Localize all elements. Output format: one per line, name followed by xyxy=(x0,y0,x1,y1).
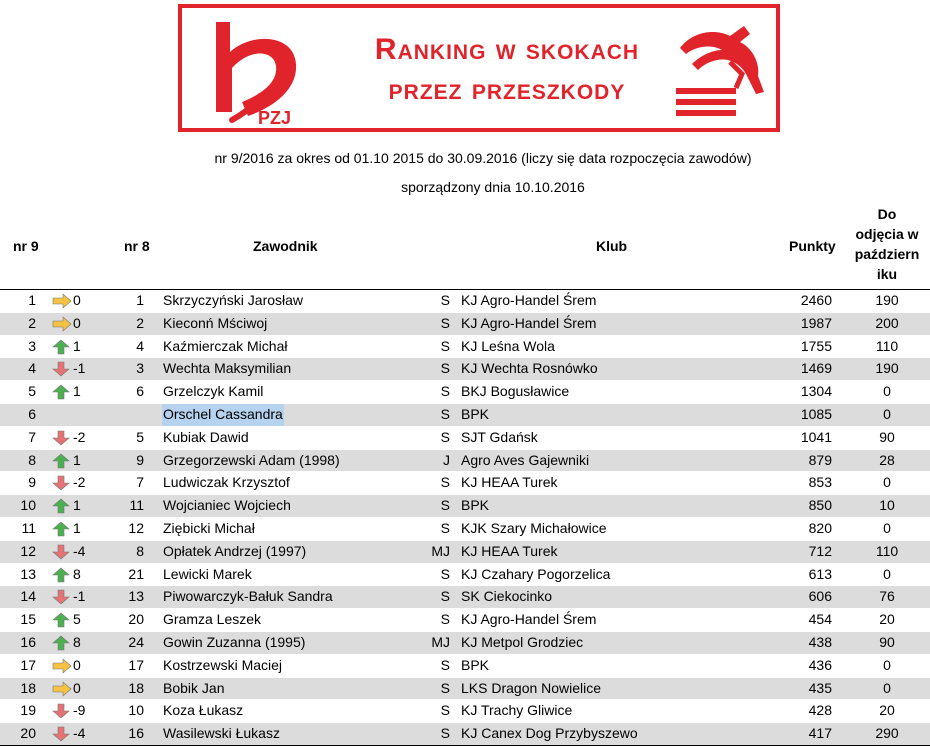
rank-change: -2 xyxy=(73,428,86,445)
arrow-right-icon xyxy=(52,293,70,309)
rider-name: Kaźmierczak Michał xyxy=(163,337,288,354)
table-row xyxy=(0,381,930,404)
rider-category: S xyxy=(440,497,450,514)
arrow-right-icon xyxy=(52,658,70,674)
rank-current: 13 xyxy=(20,565,36,582)
rank-current: 5 xyxy=(28,383,36,400)
rank-previous: 8 xyxy=(136,542,144,559)
club-name: Agro Aves Gajewniki xyxy=(461,451,590,468)
table-row xyxy=(0,541,930,564)
points-value: 879 xyxy=(808,451,832,468)
club-name: KJ Metpol Grodziec xyxy=(461,633,584,650)
points-value: 712 xyxy=(808,542,832,559)
points-value: 1987 xyxy=(800,314,832,331)
pzj-logo-text: PZJ xyxy=(258,108,292,128)
rank-change: -4 xyxy=(73,542,86,559)
rider-name: Orschel Cassandra xyxy=(162,404,284,426)
rider-category: S xyxy=(440,702,450,719)
banner-title xyxy=(322,30,692,110)
club-name: KJ Agro-Handel Śrem xyxy=(461,292,597,308)
club-name: KJ Leśna Wola xyxy=(461,337,555,354)
deduction-value: 20 xyxy=(879,611,895,628)
rank-change: 0 xyxy=(73,292,81,308)
arrow-up-icon xyxy=(52,498,70,514)
points-value: 1085 xyxy=(800,405,832,422)
rider-category: S xyxy=(440,337,450,354)
points-value: 2460 xyxy=(800,292,832,308)
rider-category: S xyxy=(440,656,450,673)
table-row xyxy=(0,678,930,701)
rider-name: Wasilewski Łukasz xyxy=(163,725,280,742)
points-value: 436 xyxy=(808,656,832,673)
arrow-down-icon xyxy=(52,475,70,491)
header-deduction-line: odjęcia w xyxy=(855,226,919,242)
header-deduction-line: Do xyxy=(877,206,897,222)
ranking-table xyxy=(0,289,930,746)
club-name: KJ Agro-Handel Śrem xyxy=(461,611,597,628)
deduction-value: 110 xyxy=(875,542,899,559)
rank-previous: 24 xyxy=(128,633,144,650)
table-row xyxy=(0,632,930,655)
table-row xyxy=(0,427,930,450)
rank-current: 4 xyxy=(28,360,36,377)
table-row xyxy=(0,700,930,723)
rank-change: -4 xyxy=(73,725,86,742)
rider-category: S xyxy=(440,725,450,742)
table-row xyxy=(0,518,930,541)
deduction-value: 0 xyxy=(883,383,891,400)
rank-change: 1 xyxy=(73,337,81,354)
club-name: KJ HEAA Turek xyxy=(461,474,558,491)
rank-previous: 4 xyxy=(136,337,144,354)
rank-current: 8 xyxy=(28,451,36,468)
table-row xyxy=(0,336,930,359)
rank-previous: 3 xyxy=(136,360,144,377)
rank-previous: 20 xyxy=(128,611,144,628)
header-club: Klub xyxy=(596,238,628,254)
rider-category: S xyxy=(440,292,450,308)
ranking-date: sporządzony dnia 10.10.2016 xyxy=(401,179,585,195)
points-value: 1304 xyxy=(800,383,832,400)
points-value: 1469 xyxy=(800,360,832,377)
deduction-value: 290 xyxy=(875,725,899,742)
rank-change: -1 xyxy=(73,360,86,377)
deduction-value: 0 xyxy=(883,565,891,582)
rank-previous: 21 xyxy=(128,565,144,582)
rank-previous: 17 xyxy=(128,656,144,673)
rider-category: S xyxy=(440,565,450,582)
rider-name: Ludwiczak Krzysztof xyxy=(163,474,290,491)
rank-current: 17 xyxy=(20,656,36,673)
rider-name: Opłatek Andrzej (1997) xyxy=(163,542,307,559)
club-name: KJ HEAA Turek xyxy=(461,542,558,559)
rank-previous: 2 xyxy=(136,314,144,331)
rank-current: 18 xyxy=(20,679,36,696)
rider-category: S xyxy=(440,383,450,400)
rank-change: 8 xyxy=(73,633,81,650)
rider-category: S xyxy=(440,405,450,422)
deduction-value: 0 xyxy=(883,405,891,422)
points-value: 850 xyxy=(808,497,832,514)
rider-category: S xyxy=(440,474,450,491)
banner-title-line1: Ranking w skokach xyxy=(374,33,640,66)
club-name: KJ Wechta Rosnówko xyxy=(461,360,598,377)
rank-current: 2 xyxy=(28,314,36,331)
rider-name: Bobik Jan xyxy=(163,679,225,696)
rank-previous: 6 xyxy=(136,383,144,400)
club-name: BPK xyxy=(461,497,490,514)
table-row xyxy=(0,404,930,427)
rank-current: 6 xyxy=(28,405,36,422)
rider-name: Gramza Leszek xyxy=(163,611,262,628)
table-row xyxy=(0,564,930,587)
rank-previous: 11 xyxy=(129,497,144,514)
rank-current: 1 xyxy=(28,292,36,308)
points-value: 417 xyxy=(808,725,832,742)
rider-name: Gowin Zuzanna (1995) xyxy=(163,633,306,650)
rank-change: 0 xyxy=(73,656,81,673)
club-name: KJ Czahary Pogorzelica xyxy=(461,565,611,582)
club-name: SJT Gdańsk xyxy=(461,428,538,445)
rider-category: S xyxy=(440,519,450,536)
deduction-value: 110 xyxy=(875,337,899,354)
header-deduction xyxy=(843,204,930,284)
club-name: KJK Szary Michałowice xyxy=(461,519,607,536)
points-value: 1041 xyxy=(800,428,832,445)
club-name: KJ Trachy Gliwice xyxy=(461,702,573,719)
rider-category: S xyxy=(440,679,450,696)
points-value: 454 xyxy=(808,611,832,628)
deduction-value: 28 xyxy=(879,451,895,468)
rank-change: 0 xyxy=(73,314,81,331)
points-value: 606 xyxy=(808,588,832,605)
rank-change: 8 xyxy=(73,565,81,582)
points-value: 613 xyxy=(808,565,832,582)
rider-name: Kostrzewski Maciej xyxy=(163,656,283,673)
points-value: 438 xyxy=(808,633,832,650)
deduction-value: 20 xyxy=(879,702,895,719)
rider-name: Ziębicki Michał xyxy=(163,519,255,536)
club-name: BPK xyxy=(461,656,490,673)
club-name: LKS Dragon Nowielice xyxy=(461,679,602,696)
rider-category: S xyxy=(440,428,450,445)
arrow-up-icon xyxy=(52,453,70,469)
rank-change: -1 xyxy=(73,588,86,605)
rider-category: S xyxy=(440,611,450,628)
arrow-up-icon xyxy=(52,567,70,583)
arrow-right-icon xyxy=(52,681,70,697)
pzj-logo-icon xyxy=(202,12,314,130)
rank-previous: 10 xyxy=(128,702,144,719)
table-row xyxy=(0,290,930,313)
points-value: 428 xyxy=(808,702,832,719)
rider-name: Grzelczyk Kamil xyxy=(163,383,264,400)
header-deduction-line: październ xyxy=(854,246,920,262)
show-jumping-horse-icon xyxy=(672,18,772,122)
rank-previous: 16 xyxy=(128,725,144,742)
rank-previous: 1 xyxy=(136,292,144,308)
header-rider: Zawodnik xyxy=(253,238,318,254)
rank-current: 3 xyxy=(28,337,36,354)
banner-title-line2: przez przeszkody xyxy=(388,73,626,106)
rider-name: Grzegorzewski Adam (1998) xyxy=(163,451,340,468)
deduction-value: 90 xyxy=(879,428,895,445)
rank-previous: 18 xyxy=(128,679,144,696)
arrow-up-icon xyxy=(52,612,70,628)
club-name: BPK xyxy=(461,405,490,422)
rank-change: 1 xyxy=(73,451,81,468)
table-row xyxy=(0,472,930,495)
header-deduction-line: iku xyxy=(876,266,898,282)
rank-change: 1 xyxy=(73,519,81,536)
club-name: KJ Canex Dog Przybyszewo xyxy=(461,725,638,742)
arrow-down-icon xyxy=(52,361,70,377)
rider-name: Piwowarczyk-Bałuk Sandra xyxy=(163,588,333,605)
rank-change: -9 xyxy=(73,702,86,719)
rider-category: J xyxy=(443,451,450,468)
deduction-value: 0 xyxy=(883,519,891,536)
table-row xyxy=(0,313,930,336)
rank-change: 1 xyxy=(73,497,81,514)
arrow-right-icon xyxy=(52,316,70,332)
club-name: SK Ciekocinko xyxy=(461,588,553,605)
rider-category: MJ xyxy=(431,633,450,650)
table-row xyxy=(0,609,930,632)
rider-category: MJ xyxy=(431,542,450,559)
rank-current: 16 xyxy=(20,633,36,650)
arrow-down-icon xyxy=(52,703,70,719)
rider-category: S xyxy=(440,360,450,377)
deduction-value: 190 xyxy=(875,292,899,308)
points-value: 820 xyxy=(808,519,832,536)
ranking-period: nr 9/2016 za okres od 01.10 2015 do 30.09.2016 (liczy się data rozpoczęcia zawodów) xyxy=(214,150,752,166)
points-value: 435 xyxy=(808,679,832,696)
deduction-value: 10 xyxy=(879,497,895,514)
rank-current: 14 xyxy=(20,588,36,605)
rider-category: S xyxy=(440,588,450,605)
rank-change: 0 xyxy=(73,679,81,696)
rank-previous: 7 xyxy=(136,474,144,491)
rank-previous: 5 xyxy=(136,428,144,445)
rank-previous: 9 xyxy=(136,451,144,468)
rider-name: Koza Łukasz xyxy=(163,702,244,719)
rank-current: 9 xyxy=(28,474,36,491)
deduction-value: 200 xyxy=(875,314,899,331)
header-nr9: nr 9 xyxy=(13,238,39,254)
arrow-down-icon xyxy=(52,544,70,560)
rider-name: Wojcianiec Wojciech xyxy=(163,497,291,514)
deduction-value: 0 xyxy=(883,656,891,673)
rider-name: Wechta Maksymilian xyxy=(163,360,292,377)
rank-current: 20 xyxy=(20,725,36,742)
arrow-down-icon xyxy=(52,589,70,605)
rank-previous: 12 xyxy=(128,519,144,536)
rider-name: Kieconń Mściwoj xyxy=(163,314,268,331)
club-name: BKJ Bogusławice xyxy=(461,383,570,400)
points-value: 1755 xyxy=(800,337,832,354)
rank-current: 15 xyxy=(20,611,36,628)
deduction-value: 90 xyxy=(879,633,895,650)
rider-category: S xyxy=(440,314,450,331)
club-name: KJ Agro-Handel Śrem xyxy=(461,314,597,331)
header-points: Punkty xyxy=(789,238,836,254)
table-row xyxy=(0,450,930,473)
rank-previous: 13 xyxy=(128,588,144,605)
arrow-down-icon xyxy=(52,726,70,742)
deduction-value: 190 xyxy=(875,360,899,377)
table-row xyxy=(0,358,930,381)
header-nr8: nr 8 xyxy=(124,238,150,254)
rank-current: 11 xyxy=(21,519,36,536)
arrow-up-icon xyxy=(52,339,70,355)
rank-current: 12 xyxy=(20,542,36,559)
ranking-banner xyxy=(178,4,780,132)
rank-change: 1 xyxy=(73,383,81,400)
points-value: 853 xyxy=(808,474,832,491)
rider-name: Lewicki Marek xyxy=(163,565,252,582)
rank-change: -2 xyxy=(73,474,86,491)
deduction-value: 76 xyxy=(879,588,895,605)
rider-name: Skrzyczyński Jarosław xyxy=(163,292,304,308)
table-row xyxy=(0,495,930,518)
rank-change: 5 xyxy=(73,611,81,628)
arrow-up-icon xyxy=(52,635,70,651)
table-row xyxy=(0,655,930,678)
arrow-up-icon xyxy=(52,384,70,400)
rider-name: Kubiak Dawid xyxy=(163,428,249,445)
rank-current: 7 xyxy=(28,428,36,445)
arrow-down-icon xyxy=(52,430,70,446)
rank-current: 10 xyxy=(20,497,36,514)
deduction-value: 0 xyxy=(883,474,891,491)
deduction-value: 0 xyxy=(883,679,891,696)
arrow-up-icon xyxy=(52,521,70,537)
rank-current: 19 xyxy=(20,702,36,719)
table-row xyxy=(0,586,930,609)
